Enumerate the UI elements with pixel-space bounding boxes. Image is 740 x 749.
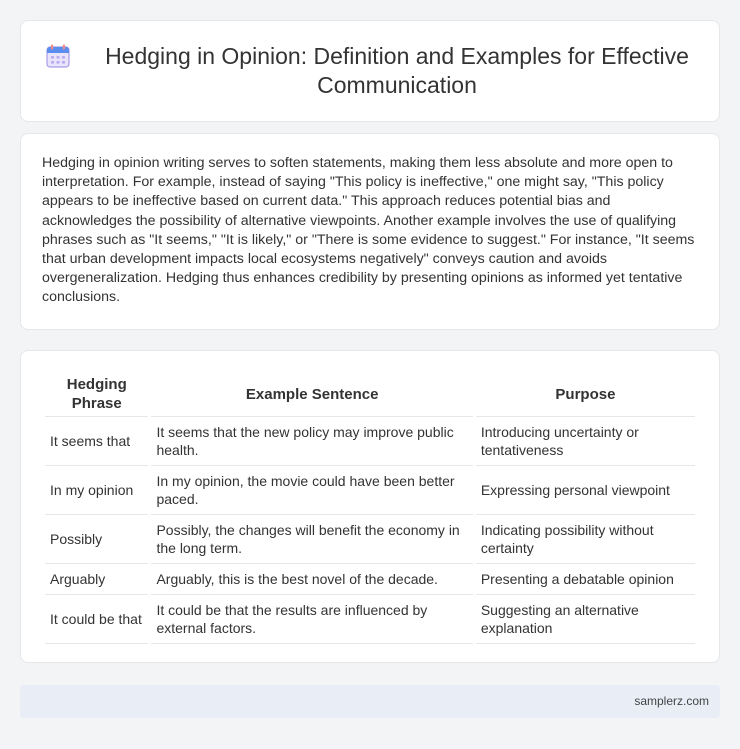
table-cell-phrase: In my opinion <box>45 466 148 515</box>
table-header-row <box>45 372 695 417</box>
table-cell-phrase: It could be that <box>45 595 148 644</box>
intro-card <box>20 133 720 330</box>
table-cell-purpose: Expressing personal viewpoint <box>476 466 695 515</box>
table-cell-purpose: Presenting a debatable opinion <box>476 564 695 595</box>
table-row <box>45 564 695 595</box>
table-row <box>45 417 695 466</box>
title-row <box>21 21 719 121</box>
calendar-icon <box>45 43 71 69</box>
table-cell-phrase: Arguably <box>45 564 148 595</box>
footer-site-link[interactable]: samplerz.com <box>634 694 709 708</box>
table-cell-purpose: Indicating possibility without certainty <box>476 515 695 564</box>
page-title: Hedging in Opinion: Definition and Examples for Effective Communication <box>105 43 689 98</box>
table-cell-phrase: Possibly <box>45 515 148 564</box>
column-header-purpose: Purpose <box>476 372 695 417</box>
table-cell-example: Arguably, this is the best novel of the decade. <box>151 564 472 595</box>
table-cell-example: It could be that the results are influenced by external factors. <box>151 595 472 644</box>
table-row <box>45 466 695 515</box>
table-cell-phrase: It seems that <box>45 417 148 466</box>
intro-paragraph: Hedging in opinion writing serves to soften statements, making them less absolute and more open to interpretation. For example, instead of saying "This policy is ineffective," one might say, "This policy appears to be ineffective based on current data." This approach reduces potential bias and acknowledges the possibility of alternative viewpoints. Another example involves the use of qualifying phrases such as "It seems," "It is likely," or "There is some evidence to suggest." For instance, "It seems that urban development impacts local ecosystems negatively" conveys caution and avoids overgeneralization. Hedging thus enhances credibility by presenting opinions as informed yet tentative conclusions. <box>42 155 695 306</box>
hedging-table <box>42 372 698 644</box>
table-cell-example: Possibly, the changes will benefit the economy in the long term. <box>151 515 472 564</box>
header-card <box>20 20 720 122</box>
table-card <box>20 350 720 663</box>
footer-bar <box>20 685 720 718</box>
table-cell-purpose: Suggesting an alternative explanation <box>476 595 695 644</box>
column-header-example: Example Sentence <box>151 372 472 417</box>
table-cell-example: It seems that the new policy may improve public health. <box>151 417 472 466</box>
table-row <box>45 515 695 564</box>
table-cell-example: In my opinion, the movie could have been better paced. <box>151 466 472 515</box>
table-cell-purpose: Introducing uncertainty or tentativeness <box>476 417 695 466</box>
column-header-phrase: Hedging Phrase <box>45 372 148 417</box>
table-row <box>45 595 695 644</box>
